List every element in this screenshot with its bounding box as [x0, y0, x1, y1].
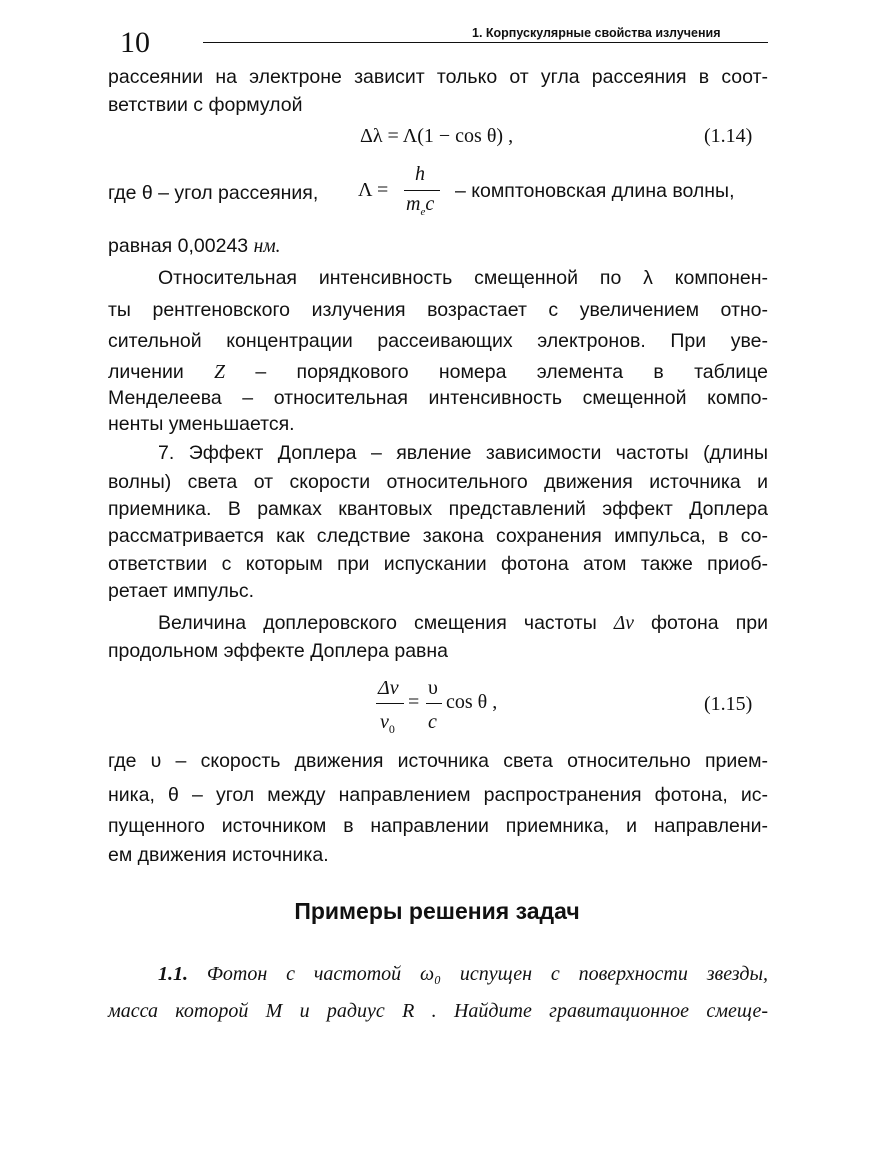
eq115-rhs-den: c	[428, 711, 437, 733]
p5-line-1: где υ – скорость движения источника света относительно прием-	[108, 750, 768, 772]
p1-line-1: рассеянии на электроне зависит только от угла рассеяния в соот-	[108, 66, 768, 88]
compton-value	[108, 233, 768, 260]
p2-line-1: Относительная интенсивность смещенной по λ компонен-	[158, 267, 768, 289]
denominator	[406, 193, 434, 218]
where-theta-text: где θ – угол рассеяния,	[108, 182, 319, 204]
p5-line-2: ника, θ – угол между направлением распространения фотона, ис-	[108, 784, 768, 806]
p5-line-4: ем движения источника.	[108, 844, 329, 866]
fraction-bar	[404, 190, 440, 191]
p1-line-2: ветствии с формулой	[108, 94, 303, 116]
h-numerator: h	[415, 163, 425, 185]
task-number: 1.1.	[158, 963, 188, 985]
value-prefix: равная 0,00243	[108, 235, 249, 257]
p3-line-4: рассматривается как следствие закона сохранения импульса, в со-	[108, 525, 768, 547]
p4-line-1	[108, 610, 768, 637]
eq115-cos: cos θ ,	[446, 691, 498, 713]
p2-line-6: ненты уменьшается.	[108, 413, 295, 435]
eq115-lhs-bar	[376, 703, 404, 704]
page-number: 10	[120, 26, 150, 59]
p2-line-2: ты рентгеновского излучения возрастает с увеличением отно-	[108, 299, 768, 321]
eq115-nu: ν	[380, 711, 389, 733]
p4-l1b: фотона при	[651, 612, 768, 634]
equation-1-14: Δλ = Λ(1 − cos θ) ,	[360, 125, 514, 147]
p3-line-1: 7. Эффект Доплера – явление зависимости частоты (длины	[158, 442, 768, 464]
den-sub: e	[420, 206, 426, 218]
den-m: m	[406, 193, 421, 215]
p2-line-5: Менделеева – относительная интенсивность смещенной компо-	[108, 387, 768, 409]
p2-line-3: сительной концентрации рассеивающих электронов. При уве-	[108, 330, 768, 352]
compton-wavelength-text: – комптоновская длина волны,	[455, 180, 735, 202]
running-head: 1. Корпускулярные свойства излучения	[472, 26, 721, 40]
eq115-rhs-bar	[426, 703, 442, 704]
p2-l4a: личении	[108, 361, 184, 383]
p3-line-3: приемника. В рамках квантовых представлений эффект Доплера	[108, 498, 768, 520]
task-line-1	[108, 960, 768, 988]
den-c: c	[425, 193, 435, 215]
p3-line-5: ответствии с которым при испускании фотона атом также приоб-	[108, 553, 768, 575]
p3-line-2: волны) света от скорости относительного движения источника и	[108, 471, 768, 493]
p4-line-2: продольном эффекте Доплера равна	[108, 640, 449, 662]
eq115-rhs-num: υ	[428, 677, 438, 699]
equation-1-15-number: (1.15)	[704, 693, 753, 715]
lambda-eq: Λ =	[358, 179, 389, 201]
p5-line-3: пущенного источником в направлении приемника, и направлени-	[108, 815, 768, 837]
task-line-2: масса которой M и радиус R . Найдите гравитационное смеще-	[108, 1000, 768, 1022]
var-delta-nu: Δν	[613, 613, 634, 634]
eq115-lhs-num: Δν	[378, 677, 399, 699]
p2-line-4	[108, 359, 768, 386]
value-unit: нм.	[253, 236, 281, 257]
equation-1-14-number: (1.14)	[704, 125, 753, 147]
section-heading: Примеры решения задач	[294, 898, 580, 924]
var-z: Z	[214, 362, 226, 383]
p3-line-6: ретает импульс.	[108, 580, 255, 602]
p2-l4b: – порядкового номера элемента в таблице	[255, 361, 769, 383]
header-rule	[203, 42, 768, 43]
eq115-equals: =	[408, 691, 420, 713]
eq115-lhs-den	[380, 711, 395, 737]
p4-l1a: Величина доплеровского смещения частоты	[158, 612, 597, 634]
task-l1: Фотон с частотой ω₀ испущен с поверхности звезды,	[206, 963, 769, 985]
eq115-nu-sub: 0	[388, 722, 395, 736]
